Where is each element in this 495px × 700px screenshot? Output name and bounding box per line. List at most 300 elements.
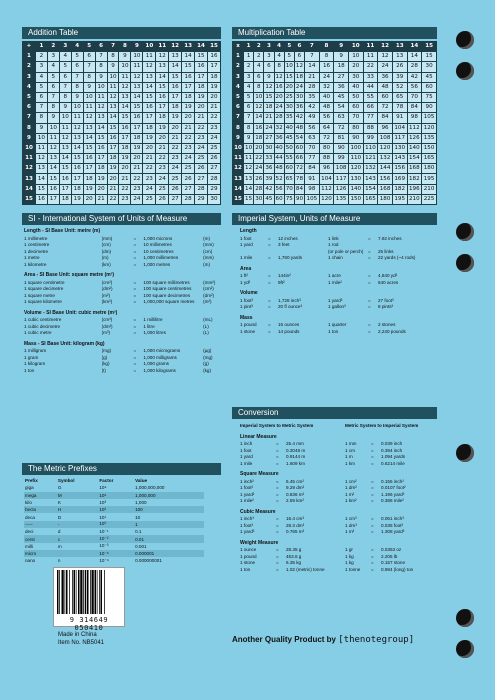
table-cell: 15 — [71, 154, 83, 164]
table-cell: 66 — [363, 103, 378, 113]
table-cell: 180 — [422, 164, 437, 174]
table-cell: 13 — [119, 92, 131, 102]
barcode-bar — [76, 570, 77, 614]
table-cell: 11 — [119, 72, 131, 82]
table-cell: 15 — [35, 184, 47, 194]
table-cell: 140 — [407, 143, 422, 153]
table-cell: 13 — [107, 103, 119, 113]
table-cell: 15 — [119, 113, 131, 123]
table-cell: 48 — [274, 164, 284, 174]
table-cell: n — [57, 558, 61, 564]
table-row — [23, 113, 221, 123]
table-cell: 18 — [254, 133, 264, 143]
table-cell: 9 — [107, 62, 119, 72]
table-cell: 132 — [378, 154, 393, 164]
header-cell: 13 — [182, 42, 195, 52]
table-cell: 16 — [195, 62, 208, 72]
header-cell: 7 — [305, 42, 320, 52]
table-cell: 36 — [378, 72, 393, 82]
column-header: Prefix — [25, 478, 38, 484]
table-cell: 11 — [47, 133, 59, 143]
table-cell: 40 — [319, 92, 334, 102]
table-cell: 12 — [378, 52, 393, 62]
table-cell: 16 — [274, 82, 284, 92]
table-cell: 10 — [119, 62, 131, 72]
table-cell: 70 — [284, 184, 294, 194]
table-cell: 1,000,000 — [134, 492, 204, 499]
cell-text: 14 pounds — [278, 328, 300, 334]
section-title: Area — [240, 265, 252, 272]
table-cell: 100 — [134, 506, 204, 513]
table-cell: 45 — [264, 194, 274, 204]
table-row — [24, 528, 204, 535]
header-cell: 12 — [378, 42, 393, 52]
table-cell: 23 — [195, 133, 208, 143]
table-cell: 29 — [195, 194, 208, 204]
cell-text: = — [276, 547, 279, 552]
cell-text: 27 foot³ — [378, 297, 394, 303]
table-cell: 14 — [254, 113, 264, 123]
header-cell: 9 — [334, 42, 349, 52]
table-row — [23, 184, 221, 194]
table-cell: nano — [25, 558, 36, 564]
cell-text: 1 yard³ — [240, 529, 255, 534]
header-cell: 10 — [23, 143, 36, 153]
table-cell: 3 — [264, 52, 274, 62]
table-cell: 40 — [284, 123, 294, 133]
header-cell: 9 — [233, 133, 244, 143]
table-cell: 26 — [182, 174, 195, 184]
table-cell: 9 — [35, 123, 47, 133]
table-cell: 36 — [264, 164, 274, 174]
table-cell: 8 — [107, 52, 119, 62]
list-item — [24, 330, 221, 337]
table-cell: 18 — [294, 72, 304, 82]
cell-text: 1 square decimetre — [24, 286, 64, 291]
item-number: Item No. NB5041 — [58, 640, 105, 646]
table-cell: 9 — [59, 103, 71, 113]
table-cell: 117 — [334, 174, 349, 184]
section-title: Area - SI Base Unit: square metre (m²) — [24, 272, 115, 278]
table-cell: 24 — [274, 103, 284, 113]
table-row — [24, 550, 204, 557]
table-cell: 14 — [143, 82, 156, 92]
table-row — [233, 143, 437, 153]
table-cell: 90 — [422, 103, 437, 113]
table-cell: 23 — [207, 123, 220, 133]
table-cell: 13 — [131, 82, 143, 92]
cell-text: = — [133, 286, 137, 291]
cell-text: 0.765 m³ — [286, 529, 305, 534]
cell-text: (mg) — [203, 354, 213, 360]
cell-text: 1 kilometre — [24, 261, 47, 267]
table-cell: 35 — [305, 92, 320, 102]
binder-hole — [456, 223, 474, 241]
table-cell: 12 — [274, 72, 284, 82]
table-cell: 13 — [59, 143, 71, 153]
cell-text: = — [368, 279, 371, 285]
cell-text: 6.35 kg — [286, 560, 302, 565]
table-cell: 42 — [264, 184, 274, 194]
cell-text: = — [133, 261, 137, 267]
table-cell: 7 — [59, 82, 71, 92]
cell-text: 1 foot³ — [240, 297, 254, 303]
table-cell: 10 — [254, 92, 264, 102]
header-cell: 2 — [47, 42, 59, 52]
table-cell: 21 — [264, 113, 274, 123]
cell-text: 10 millimetres — [143, 242, 172, 247]
table-cell: 8 — [254, 82, 264, 92]
table-cell: 13 — [95, 113, 107, 123]
binder-hole — [456, 254, 474, 272]
table-cell: 8 — [71, 82, 83, 92]
cell-text: (m²) — [101, 292, 111, 298]
cell-text: = — [133, 330, 137, 335]
table-cell: 90 — [348, 133, 363, 143]
cell-text: 2.59 km² — [286, 498, 304, 503]
cell-text: 1,760 yards — [278, 255, 303, 260]
table-cell: 12 — [83, 113, 95, 123]
table-cell: 16 — [35, 194, 47, 204]
cell-text: 7.92 inches — [378, 235, 402, 241]
cell-text: 1 yard² — [240, 491, 255, 497]
cell-text: = — [371, 566, 374, 572]
cell-text: = — [371, 547, 374, 552]
cell-text: = — [133, 235, 137, 241]
cell-text: (t) — [101, 367, 106, 373]
header-cell: 4 — [233, 82, 244, 92]
section-title: Volume — [240, 290, 258, 296]
binder-hole — [456, 609, 474, 627]
table-cell: 5 — [244, 92, 254, 102]
table-cell: 165 — [422, 154, 437, 164]
cell-text: = — [371, 460, 374, 466]
header-cell: 5 — [23, 92, 36, 102]
cell-text: 2,240 pounds — [378, 328, 406, 334]
table-cell: D — [57, 514, 62, 520]
cell-text: = — [133, 348, 137, 353]
table-cell: 25 — [182, 164, 195, 174]
header-cell: 14 — [407, 42, 422, 52]
table-cell: 10 — [59, 113, 71, 123]
section-title: Mass - SI Base Unit: kilogram (kg) — [24, 340, 105, 347]
barcode-bar — [90, 570, 91, 614]
table-cell: m — [57, 543, 62, 549]
table-row — [233, 62, 437, 72]
table-cell: 17 — [119, 133, 131, 143]
header-cell: 3 — [264, 42, 274, 52]
table-cell: 9 — [95, 72, 107, 82]
table-row — [233, 52, 437, 62]
table-cell: 26 — [392, 62, 407, 72]
table-row — [23, 72, 221, 82]
cell-text: 1 km² — [345, 498, 357, 503]
table-cell: 28 — [274, 113, 284, 123]
table-cell: 14 — [47, 164, 59, 174]
barcode-bar — [72, 570, 73, 614]
table-cell: 9 — [119, 52, 131, 62]
cell-text: 1 kg — [345, 560, 354, 565]
header-cell: 6 — [23, 103, 36, 113]
cell-text: (dm²) — [203, 292, 215, 298]
header-cell: 11 — [156, 42, 169, 52]
table-cell: 13 — [244, 174, 254, 184]
table-cell: 12 — [131, 72, 143, 82]
table-cell: 25 — [156, 184, 169, 194]
table-cell: 132 — [363, 164, 378, 174]
cell-text: 144in² — [278, 273, 291, 278]
operator-cell: + — [23, 42, 36, 52]
table-cell: 22 — [363, 62, 378, 72]
table-cell: 13 — [392, 52, 407, 62]
table-row — [23, 42, 221, 52]
table-cell: 21 — [95, 194, 107, 204]
table-row — [23, 103, 221, 113]
cell-text: (mm) — [203, 242, 214, 247]
table-cell: 1,000 — [135, 500, 147, 506]
table-cell: 135 — [422, 133, 437, 143]
table-cell: 17 — [59, 184, 71, 194]
list-item — [240, 280, 437, 287]
table-cell: 12 — [95, 103, 107, 113]
table-cell: 64 — [319, 123, 334, 133]
table-cell: 22 — [107, 194, 119, 204]
table-row — [233, 184, 437, 194]
section-title: Square Measure — [240, 471, 279, 477]
table-row — [24, 506, 204, 513]
table-cell: 5 — [59, 62, 71, 72]
table-cell: 10⁻⁹ — [99, 557, 109, 563]
si-title: SI - International System of Units of Measure — [22, 213, 221, 225]
table-cell: 15 — [284, 72, 294, 82]
table-cell: 26 — [207, 154, 220, 164]
table-cell: 21 — [182, 123, 195, 133]
cell-text: = — [268, 273, 271, 278]
table-cell: 18 — [264, 103, 274, 113]
table-cell: 1 — [244, 52, 254, 62]
table-cell: 18 — [119, 143, 131, 153]
table-cell: 16 — [156, 92, 169, 102]
multiplication-table — [232, 41, 437, 205]
table-cell: 6 — [83, 52, 95, 62]
table-cell: 55 — [363, 92, 378, 102]
si-units-section — [24, 224, 221, 374]
cell-text: 1 mile — [240, 255, 253, 260]
table-cell: 2 — [244, 62, 254, 72]
table-cell: 78 — [392, 103, 407, 113]
table-cell: 11 — [71, 113, 83, 123]
cell-text: = — [268, 255, 271, 260]
cell-text: 1 square metre — [24, 292, 55, 298]
table-cell: 72 — [294, 164, 304, 174]
table-cell: 84 — [294, 184, 304, 194]
cell-text: = — [368, 273, 371, 278]
cell-text: 1 foot² — [240, 485, 254, 490]
table-cell: 44 — [274, 154, 284, 164]
table-cell: 19 — [83, 184, 95, 194]
table-cell: 120 — [319, 194, 334, 204]
barcode-bar — [57, 570, 59, 614]
table-cell: 150 — [348, 194, 363, 204]
cell-text: 1 milligram — [24, 348, 47, 353]
table-cell: 24 — [143, 184, 156, 194]
table-cell: 65 — [284, 174, 294, 184]
table-cell: 10⁻² — [98, 535, 134, 542]
table-cell: 8 — [35, 113, 47, 123]
table-cell: 15 — [143, 92, 156, 102]
header-cell: 10 — [233, 143, 244, 153]
table-cell: 19 — [71, 194, 83, 204]
table-cell: 27 — [334, 72, 349, 82]
binder-hole — [456, 62, 474, 80]
table-cell: 22 — [119, 184, 131, 194]
cell-text: 1 metre — [24, 255, 40, 260]
table-cell: 105 — [305, 194, 320, 204]
table-cell: 18 — [169, 103, 182, 113]
table-cell: 75 — [422, 92, 437, 102]
table-cell: 195 — [422, 174, 437, 184]
table-cell: c — [57, 535, 98, 542]
cell-text: (mm²) — [203, 279, 216, 285]
cell-text: 1 mile² — [240, 498, 254, 503]
table-cell: 126 — [407, 133, 422, 143]
cell-text: (g) — [203, 361, 209, 366]
cell-text: (m) — [203, 235, 210, 241]
table-cell: 39 — [264, 174, 274, 184]
cell-text: 16.4 cm³ — [286, 516, 304, 521]
table-cell: 20 — [119, 164, 131, 174]
table-cell: 180 — [378, 194, 393, 204]
table-cell: 168 — [378, 184, 393, 194]
table-cell: 225 — [422, 194, 437, 204]
table-cell: 11 — [244, 154, 254, 164]
table-cell: 25 — [284, 92, 294, 102]
cell-text: 1 chain — [328, 255, 343, 260]
header-cell: 6 — [95, 42, 107, 52]
table-cell: 42 — [294, 113, 304, 123]
table-cell: 10⁻⁶ — [98, 550, 134, 557]
cell-text: 20 fl ounce³ — [278, 304, 303, 309]
header-cell: 12 — [233, 164, 244, 174]
cell-text: = — [276, 485, 279, 490]
header-cell: 14 — [233, 184, 244, 194]
cell-text: 0.836 m² — [286, 491, 305, 497]
table-cell: 9 — [244, 133, 254, 143]
table-cell: 112 — [319, 184, 334, 194]
table-row — [24, 484, 204, 491]
table-cell: 110 — [363, 143, 378, 153]
table-cell: 60 — [274, 194, 284, 204]
header-cell: 1 — [233, 52, 244, 62]
table-cell: 12 — [107, 92, 119, 102]
table-cell: 33 — [264, 154, 274, 164]
table-cell: 14 — [83, 133, 95, 143]
cell-text: 1 cm³ — [345, 516, 357, 521]
table-row — [233, 194, 437, 204]
table-cell: 60 — [348, 103, 363, 113]
table-cell: 120 — [378, 143, 393, 153]
table-cell: 165 — [363, 194, 378, 204]
table-cell: 1,000,000,000 — [135, 485, 165, 491]
table-cell: 17 — [107, 143, 119, 153]
cell-text: 1 mm — [345, 441, 357, 446]
cell-text: 1 yd² — [240, 279, 251, 285]
cell-text: 1 cm — [345, 447, 355, 453]
column-header: Value — [135, 478, 148, 484]
table-cell: 143 — [363, 174, 378, 184]
table-cell: 4 — [254, 62, 264, 72]
cell-text: 1 acre — [328, 273, 341, 278]
table-cell: 13 — [156, 62, 169, 72]
cell-text: 1 m³ — [345, 529, 355, 534]
table-cell: 27 — [169, 194, 182, 204]
table-cell: 11 — [143, 52, 156, 62]
cell-text: = — [268, 304, 271, 309]
table-cell: 25 — [169, 174, 182, 184]
table-cell: 32 — [319, 82, 334, 92]
table-row — [23, 92, 221, 102]
cell-text: (km²) — [101, 299, 113, 304]
section-title: Length — [240, 228, 257, 234]
table-cell: 96 — [378, 123, 393, 133]
table-cell: 10¹ — [99, 514, 106, 520]
table-cell: 66 — [294, 154, 304, 164]
table-cell: 12 — [254, 103, 264, 113]
table-cell: 0.000001 — [134, 550, 204, 557]
cell-text: = — [368, 255, 371, 260]
table-cell: 29 — [207, 184, 220, 194]
header-cell: 6 — [233, 103, 244, 113]
cell-text: 1 m² — [345, 491, 355, 497]
table-cell: 28 — [195, 184, 208, 194]
table-cell: 25 — [143, 194, 156, 204]
table-cell: 11 — [363, 52, 378, 62]
barcode-bars — [54, 568, 124, 616]
list-item — [240, 567, 437, 574]
table-cell: 9 — [83, 82, 95, 92]
cell-text: 0.386 mile² — [381, 498, 404, 503]
table-cell: 28 — [207, 174, 220, 184]
table-cell: 24 — [195, 143, 208, 153]
cell-text: 28.3 dm³ — [286, 522, 305, 528]
table-cell: 15 — [47, 174, 59, 184]
table-row — [233, 82, 437, 92]
cell-text: 1 decimetre — [24, 248, 49, 254]
table-cell: 30 — [422, 62, 437, 72]
table-cell: 10⁰ — [98, 521, 134, 528]
table-cell: 140 — [348, 184, 363, 194]
cell-text: = — [268, 235, 271, 241]
barcode-bar — [104, 570, 105, 614]
cell-text: = — [371, 454, 374, 459]
table-cell: 16 — [169, 82, 182, 92]
header-cell: 15 — [422, 42, 437, 52]
table-cell: 33 — [363, 72, 378, 82]
cell-text: 1.196 yard² — [381, 491, 405, 497]
barcode — [53, 567, 125, 632]
header-cell: 5 — [83, 42, 95, 52]
table-cell: 20 — [254, 143, 264, 153]
table-cell: 14 — [169, 62, 182, 72]
header-cell: 7 — [23, 113, 36, 123]
table-cell: 17 — [95, 154, 107, 164]
table-cell: 16 — [207, 52, 220, 62]
table-cell: 30 — [348, 72, 363, 82]
table-cell: 20 — [284, 82, 294, 92]
table-cell: 8 — [95, 62, 107, 72]
table-cell: d — [57, 529, 61, 535]
table-cell: 80 — [348, 123, 363, 133]
